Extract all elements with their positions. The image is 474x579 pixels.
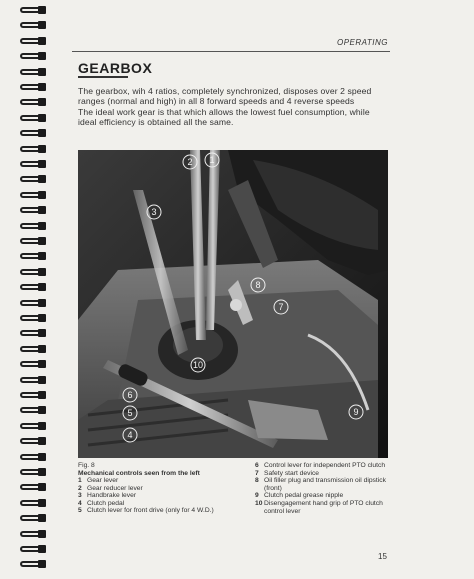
binding-ring bbox=[18, 283, 48, 291]
binding-ring bbox=[18, 499, 48, 507]
legend-right bbox=[255, 462, 395, 515]
title-underline bbox=[78, 76, 128, 78]
binding-ring bbox=[18, 299, 48, 307]
figure-photo bbox=[78, 150, 388, 458]
legend-item bbox=[255, 492, 395, 500]
legend-item bbox=[255, 470, 395, 478]
legend-number: 5 bbox=[78, 507, 82, 515]
legend-text: Gear lever bbox=[87, 477, 119, 484]
section-header: OPERATING bbox=[336, 38, 388, 47]
legend-number: 4 bbox=[78, 499, 82, 507]
binding-ring bbox=[18, 98, 48, 106]
body-paragraph-1: The gearbox, wih 4 ratios, completely synchronized, disposes over 2 speed ranges (normal and high) in all 8 forward speeds and 4 reverse speeds bbox=[78, 86, 372, 107]
binding-ring bbox=[18, 175, 48, 183]
legend-text: Gear reducer lever bbox=[87, 484, 143, 492]
binding-ring bbox=[18, 453, 48, 461]
binding-ring bbox=[18, 83, 48, 91]
legend-number: 1 bbox=[78, 477, 82, 484]
binding-ring bbox=[18, 252, 48, 260]
callout-label: 1 bbox=[209, 155, 215, 165]
figure-caption-title: Mechanical controls seen from the left bbox=[78, 469, 200, 477]
binding-ring bbox=[18, 114, 48, 122]
binding-ring bbox=[18, 145, 48, 153]
binding-ring bbox=[18, 206, 48, 214]
binding-ring bbox=[18, 360, 48, 368]
legend-text: Oil filler plug and transmission oil dipstick (front) bbox=[264, 477, 386, 492]
legend-item bbox=[78, 507, 248, 515]
legend-item bbox=[78, 492, 248, 500]
legend-number: 7 bbox=[255, 469, 259, 477]
binding-ring bbox=[18, 191, 48, 199]
callout-label: 2 bbox=[187, 157, 193, 167]
binding-ring bbox=[18, 376, 48, 384]
binding-ring bbox=[18, 329, 48, 337]
legend-number: 9 bbox=[255, 492, 259, 500]
binding-ring bbox=[18, 345, 48, 353]
binding-ring bbox=[18, 545, 48, 553]
page-title: GEARBOX bbox=[78, 60, 153, 76]
binding-ring bbox=[18, 6, 48, 14]
binding-ring bbox=[18, 514, 48, 522]
binding-ring bbox=[18, 222, 48, 230]
binding-ring bbox=[18, 483, 48, 491]
page-number: 15 bbox=[378, 552, 387, 561]
legend-text: Clutch pedal grease nipple bbox=[264, 492, 344, 500]
binding-ring bbox=[18, 391, 48, 399]
callout-label: 7 bbox=[278, 302, 284, 312]
binding-ring bbox=[18, 21, 48, 29]
binding-ring bbox=[18, 437, 48, 445]
callout-label: 3 bbox=[151, 207, 157, 217]
binding-ring bbox=[18, 268, 48, 276]
tractor-controls-photo bbox=[78, 150, 388, 458]
figure-label: Fig. 8 bbox=[78, 462, 95, 469]
binding-ring bbox=[18, 237, 48, 245]
binding-ring bbox=[18, 314, 48, 322]
legend-number: 10 bbox=[255, 499, 263, 507]
callout-label: 4 bbox=[127, 430, 133, 440]
legend-item bbox=[78, 477, 248, 485]
legend-number: 3 bbox=[78, 492, 82, 500]
legend-item bbox=[78, 485, 248, 493]
legend-text: Handbrake lever bbox=[87, 492, 137, 500]
legend-text: Safety start device bbox=[264, 469, 320, 477]
binding-ring bbox=[18, 530, 48, 538]
binding-ring bbox=[18, 68, 48, 76]
callout-label: 5 bbox=[127, 408, 133, 418]
binding-ring bbox=[18, 160, 48, 168]
legend-number: 2 bbox=[78, 484, 82, 492]
legend-text: Clutch lever for front drive (only for 4 W.D.) bbox=[87, 507, 214, 515]
legend-text: Control lever for independent PTO clutch bbox=[264, 462, 386, 469]
binding-ring bbox=[18, 37, 48, 45]
legend-number: 6 bbox=[255, 462, 259, 469]
legend-item bbox=[255, 462, 395, 470]
legend-item bbox=[255, 500, 395, 515]
callout-label: 6 bbox=[127, 390, 133, 400]
legend-text: Disengagement hand grip of PTO clutch control lever bbox=[264, 499, 383, 515]
binding-ring bbox=[18, 52, 48, 60]
binding-ring bbox=[18, 468, 48, 476]
legend-item bbox=[78, 500, 248, 508]
header-rule bbox=[72, 51, 390, 52]
callout-label: 10 bbox=[192, 360, 204, 370]
binding-ring bbox=[18, 422, 48, 430]
binding-ring bbox=[18, 129, 48, 137]
legend-text: Clutch pedal bbox=[87, 499, 125, 507]
callout-10 bbox=[191, 358, 205, 372]
callout-label: 9 bbox=[353, 407, 359, 417]
callout-label: 8 bbox=[255, 280, 261, 290]
legend-left bbox=[78, 477, 248, 515]
binding-ring bbox=[18, 406, 48, 414]
body-text bbox=[78, 86, 390, 127]
body-paragraph-2: The ideal work gear is that which allows the lowest fuel consumption, while ideal efficiency is obtained all the same. bbox=[78, 106, 370, 127]
binding-ring bbox=[18, 560, 48, 568]
spiral-binding bbox=[18, 0, 48, 579]
legend-number: 8 bbox=[255, 477, 259, 485]
legend-item bbox=[255, 477, 395, 492]
